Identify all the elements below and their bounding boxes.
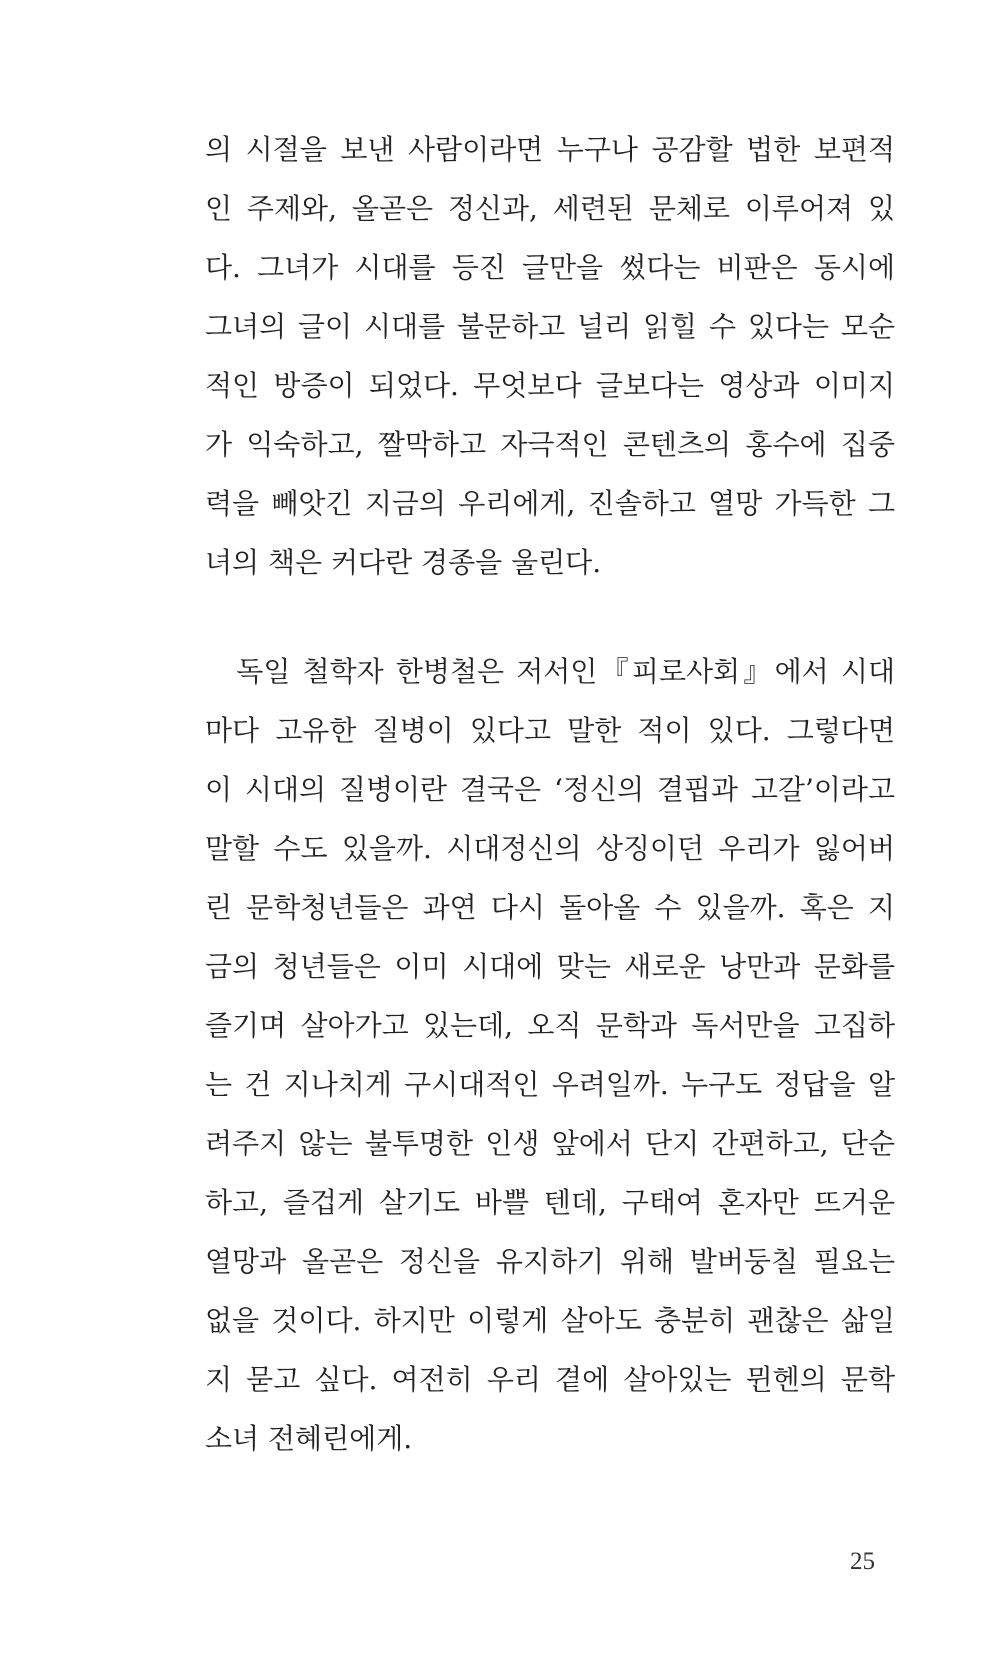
text-line: 는 건 지나치게 구시대적인 우려일까. 누구도 정답을 알 xyxy=(205,1068,895,1101)
text-line: 없을 것이다. 하지만 이렇게 살아도 충분히 괜찮은 삶일 xyxy=(205,1304,895,1337)
text-line: 말할 수도 있을까. 시대정신의 상징이던 우리가 잃어버 xyxy=(205,832,895,865)
text-line: 독일 철학자 한병철은 저서인『피로사회』에서 시대 xyxy=(205,655,895,688)
text-line: 린 문학청년들은 과연 다시 돌아올 수 있을까. 혹은 지 xyxy=(205,891,895,924)
text-line: 녀의 책은 커다란 경종을 울린다. xyxy=(205,546,602,579)
text-line: 즐기며 살아가고 있는데, 오직 문학과 독서만을 고집하 xyxy=(205,1009,895,1042)
text-line: 지 묻고 싶다. 여전히 우리 곁에 살아있는 뮌헨의 문학 xyxy=(205,1363,895,1396)
text-line: 하고, 즐겁게 살기도 바쁠 텐데, 구태여 혼자만 뜨거운 xyxy=(205,1186,895,1219)
paragraph-2 xyxy=(205,642,895,1468)
text-line: 력을 빼앗긴 지금의 우리에게, 진솔하고 열망 가득한 그 xyxy=(205,487,895,520)
paragraph-1 xyxy=(205,120,895,592)
text-line: 적인 방증이 되었다. 무엇보다 글보다는 영상과 이미지 xyxy=(205,369,895,402)
text-line: 려주지 않는 불투명한 인생 앞에서 단지 간편하고, 단순 xyxy=(205,1127,895,1160)
text-line: 인 주제와, 올곧은 정신과, 세련된 문체로 이루어져 있 xyxy=(205,192,895,225)
text-line: 이 시대의 질병이란 결국은 ‘정신의 결핍과 고갈’이라고 xyxy=(205,773,895,806)
text-line: 소녀 전혜린에게. xyxy=(205,1422,413,1455)
text-line: 그녀의 글이 시대를 불문하고 널리 읽힐 수 있다는 모순 xyxy=(205,310,895,343)
text-line: 열망과 올곧은 정신을 유지하기 위해 발버둥칠 필요는 xyxy=(205,1245,895,1278)
text-line: 가 익숙하고, 짤막하고 자극적인 콘텐츠의 홍수에 집중 xyxy=(205,428,895,461)
text-line: 마다 고유한 질병이 있다고 말한 적이 있다. 그렇다면 xyxy=(205,714,895,747)
text-line: 금의 청년들은 이미 시대에 맞는 새로운 낭만과 문화를 xyxy=(205,950,895,983)
page-number: 25 xyxy=(850,1548,875,1575)
text-line: 다. 그녀가 시대를 등진 글만을 썼다는 비판은 동시에 xyxy=(205,251,895,284)
text-line: 의 시절을 보낸 사람이라면 누구나 공감할 법한 보편적 xyxy=(205,133,895,166)
